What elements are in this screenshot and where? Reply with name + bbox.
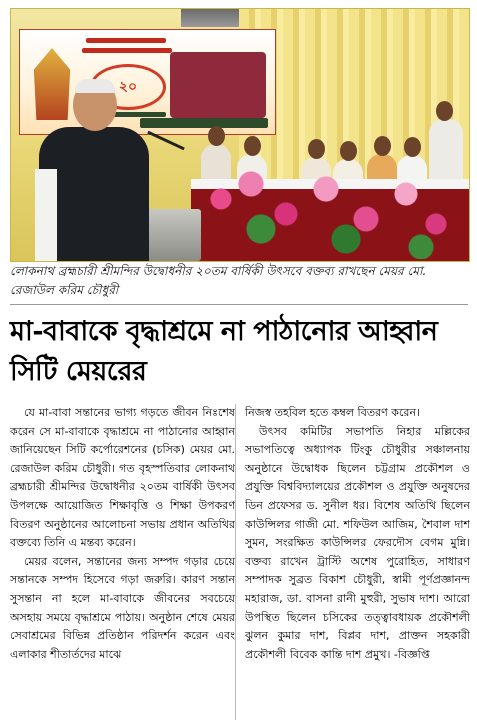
article-paragraph: উৎসব কমিটির সভাপতি নিহার মল্লিকের সভাপতিত্বে অধ্যাপক টিংকু চৌধুরীর সঞ্চালনায় অনুষ্ঠানে উদ্বোধক ছিলেন চট্টগ্রাম প্রকৌশল ও প্রযুক্তি বিশ্ববিদ্যালয়ের প্রকৌশল ও প্রযুক্তি অনুষদের ডিন প্রফেসর ড. সুনীল ধর। বিশেষ অতিথি ছিলেন কাউন্সিলর গাজী মো. শফিউল আজিম, শৈবাল দাশ সুমন, সংরক্ষিত কাউন্সিলর ফেরদৌস বেগম মুন্নি। বক্তব্য রাখেন ট্রাস্টি অশেষ পুরোহিত, সাধারণ সম্পাদক সুব্রত বিকাশ চৌধুরী, স্বামী পূর্ণপ্রজ্ঞানন্দ মহারাজ, ডা. বাসনা রানী মুহুরী, সুভাষ দাশ। আরো উপস্থিত ছিলেন চসিকের তত্ত্বাবধায়ক প্রকৌশলী ঝুলন কুমার দাশ, বিপ্লব দাশ, প্রাক্তন সহকারী প্রকৌশলী বিবেক কান্তি দাশ প্রমুখ। -বিজ্ঞপ্তি xyxy=(245,424,470,661)
headline: মা-বাবাকে বৃদ্ধাশ্রমে না পাঠানোর আহ্বান সিটি মেয়রের xyxy=(10,316,438,387)
speaker-sleeve xyxy=(35,169,57,261)
article-paragraph: মেয়র বলেন, সন্তানের জন্য সম্পদ গড়ার চেয়ে সন্তানকে সম্পদ হিসেবে গড়া জরুরি। কারণ সন্তান সুসন্তান না হলে মা-বাবাকে জীবনের সবচেয়ে অসহায় সময়ে বৃদ্ধাশ্রমে পাঠায়। অনুষ্ঠান শেষে মেয়র সেবাশ্রমের বিভিন্ন প্রতিষ্ঠান পরিদর্শন করেন এবং এলাকার শীতার্তদের মাঝে xyxy=(10,554,235,661)
banner-text-line xyxy=(82,48,172,53)
article-column-left xyxy=(10,404,235,720)
column-divider xyxy=(235,404,236,720)
banner-text-line xyxy=(86,38,166,43)
speaker-hair xyxy=(75,79,115,93)
article-paragraph: যে মা-বাবা সন্তানের ভাগ্য গড়তে জীবন নিঃশেষ করেন সে মা-বাবাকে বৃদ্ধাশ্রমে না পাঠানোর আহ্বান জানিয়েছেন সিটি কর্পোরেশনের (চসিক) মেয়র মো. রেজাউল করিম চৌধুরী। গত বৃহস্পতিবার লোকনাথ ব্রহ্মচারী শ্রীমন্দির উদ্বোধনীর ২০তম বার্ষিকী উৎসব উপলক্ষে আয়োজিত শিক্ষাবৃত্তি ও শিক্ষা উপকরণ বিতরণ অনুষ্ঠানের আলোচনা সভায় প্রধান অতিথির বক্তব্যে তিনি এ মন্তব্য করেন। xyxy=(10,406,235,550)
banner-footer-strip xyxy=(140,118,268,128)
article-body xyxy=(10,404,470,720)
photo-caption: লোকনাথ ব্রহ্মচারী শ্রীমন্দির উদ্বোধনীর ২০তম বার্ষিকী উৎসবে বক্তব্য রাখছেন মেয়র মো. রেজাউল করিম চৌধুরী xyxy=(10,264,427,297)
anniversary-badge: ২০ xyxy=(90,64,166,110)
banner-maroon-panel xyxy=(170,52,266,118)
article-column-right xyxy=(245,404,470,720)
article-paragraph: নিজস্ব তহবিল হতে কম্বল বিতরণ করেন। xyxy=(245,406,420,419)
event-photo xyxy=(10,8,470,262)
caption-divider xyxy=(10,304,468,305)
flower-decoration xyxy=(201,159,451,259)
speaker-figure xyxy=(35,79,145,261)
